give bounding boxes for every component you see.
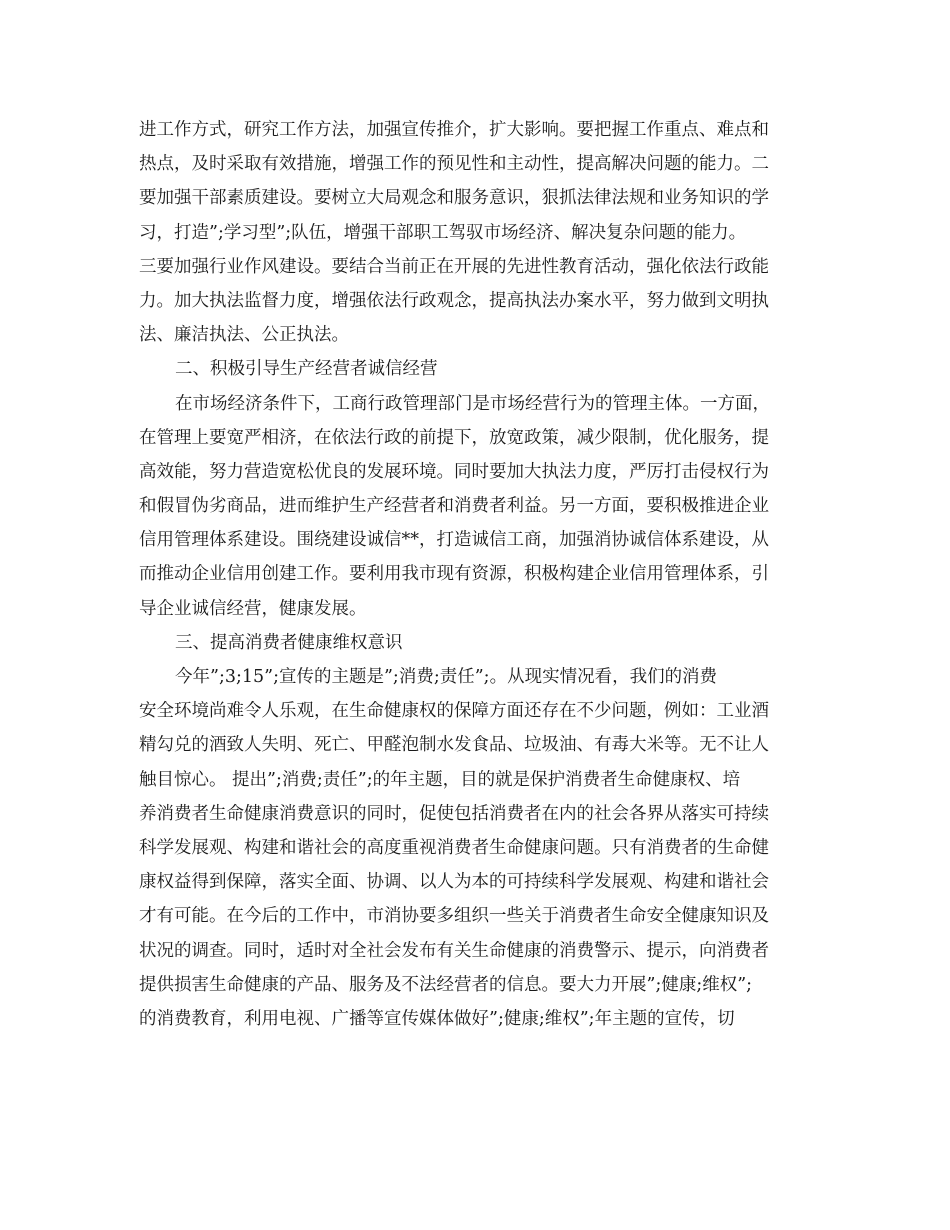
text-line: 习，打造”;学习型”;队伍，增强干部职工驾驭市场经济、解决复杂问题的能力。 [139,222,747,243]
text-line: 触目惊心。 提出”;消费;责任”;的年主题，目的就是保护消费者生命健康权、培 [139,769,741,790]
text-line: 三、提高消费者健康维权意识 [175,632,403,653]
text-line: 康权益得到保障，落实全面、协调、以人为本的可持续科学发展观、构建和谐社会 [139,872,769,893]
text-line: 状况的调查。同时，适时对全社会发布有关生命健康的消费警示、提示，向消费者 [139,940,769,961]
text-line: 要加强干部素质建设。要树立大局观念和服务意识，狠抓法律法规和业务知识的学 [139,188,769,209]
text-line: 提供损害生命健康的产品、服务及不法经营者的信息。要大力开展”;健康;维权”; [139,974,753,995]
text-line: 二、积极引导生产经营者诚信经营 [175,359,438,380]
text-line: 高效能，努力营造宽松优良的发展环境。同时要加大执法力度，严厉打击侵权行为 [139,461,769,482]
text-line: 今年”;3;15”;宣传的主题是”;消费;责任”;。从现实情况看，我们的消费 [175,667,718,687]
text-line: 而推动企业信用创建工作。要利用我市现有资源，积极构建企业信用管理体系，引 [139,564,769,585]
text-line: 和假冒伪劣商品，进而维护生产经营者和消费者利益。另一方面，要积极推进企业 [139,496,769,517]
text-line: 导企业诚信经营，健康发展。 [139,598,367,619]
text-line: 热点，及时采取有效措施，增强工作的预见性和主动性，提高解决问题的能力。二 [139,154,769,175]
text-line: 精勾兑的酒致人失明、死亡、甲醛泡制水发食品、垃圾油、有毒大米等。无不让人 [139,735,769,756]
document-body [139,113,819,1036]
text-line: 的消费教育，利用电视、广播等宣传媒体做好”;健康;维权”;年主题的宣传，切 [139,1008,735,1029]
text-line: 法、廉洁执法、公正执法。 [139,325,349,346]
text-line: 三要加强行业作风建设。要结合当前正在开展的先进性教育活动，强化依法行政能 [139,256,769,277]
text-line: 信用管理体系建设。围绕建设诚信**，打造诚信工商，加强消协诚信体系建设，从 [139,530,769,551]
text-line: 在市场经济条件下，工商行政管理部门是市场经营行为的管理主体。一方面， [175,393,770,414]
text-line: 科学发展观、构建和谐社会的高度重视消费者生命健康问题。只有消费者的生命健 [139,837,769,858]
text-line: 进工作方式，研究工作方法，加强宣传推介，扩大影响。要把握工作重点、难点和 [139,120,769,140]
text-line: 养消费者生命健康消费意识的同时，促使包括消费者在内的社会各界从落实可持续 [139,803,769,824]
text-line: 力。加大执法监督力度，增强依法行政观念，提高执法办案水平，努力做到文明执 [139,290,769,311]
text-line: 安全环境尚难令人乐观，在生命健康权的保障方面还存在不少问题，例如：工业酒 [139,701,769,722]
text-line: 才有可能。在今后的工作中，市消协要多组织一些关于消费者生命安全健康知识及 [139,906,769,927]
text-line: 在管理上要宽严相济，在依法行政的前提下，放宽政策，减少限制，优化服务，提 [139,427,769,448]
